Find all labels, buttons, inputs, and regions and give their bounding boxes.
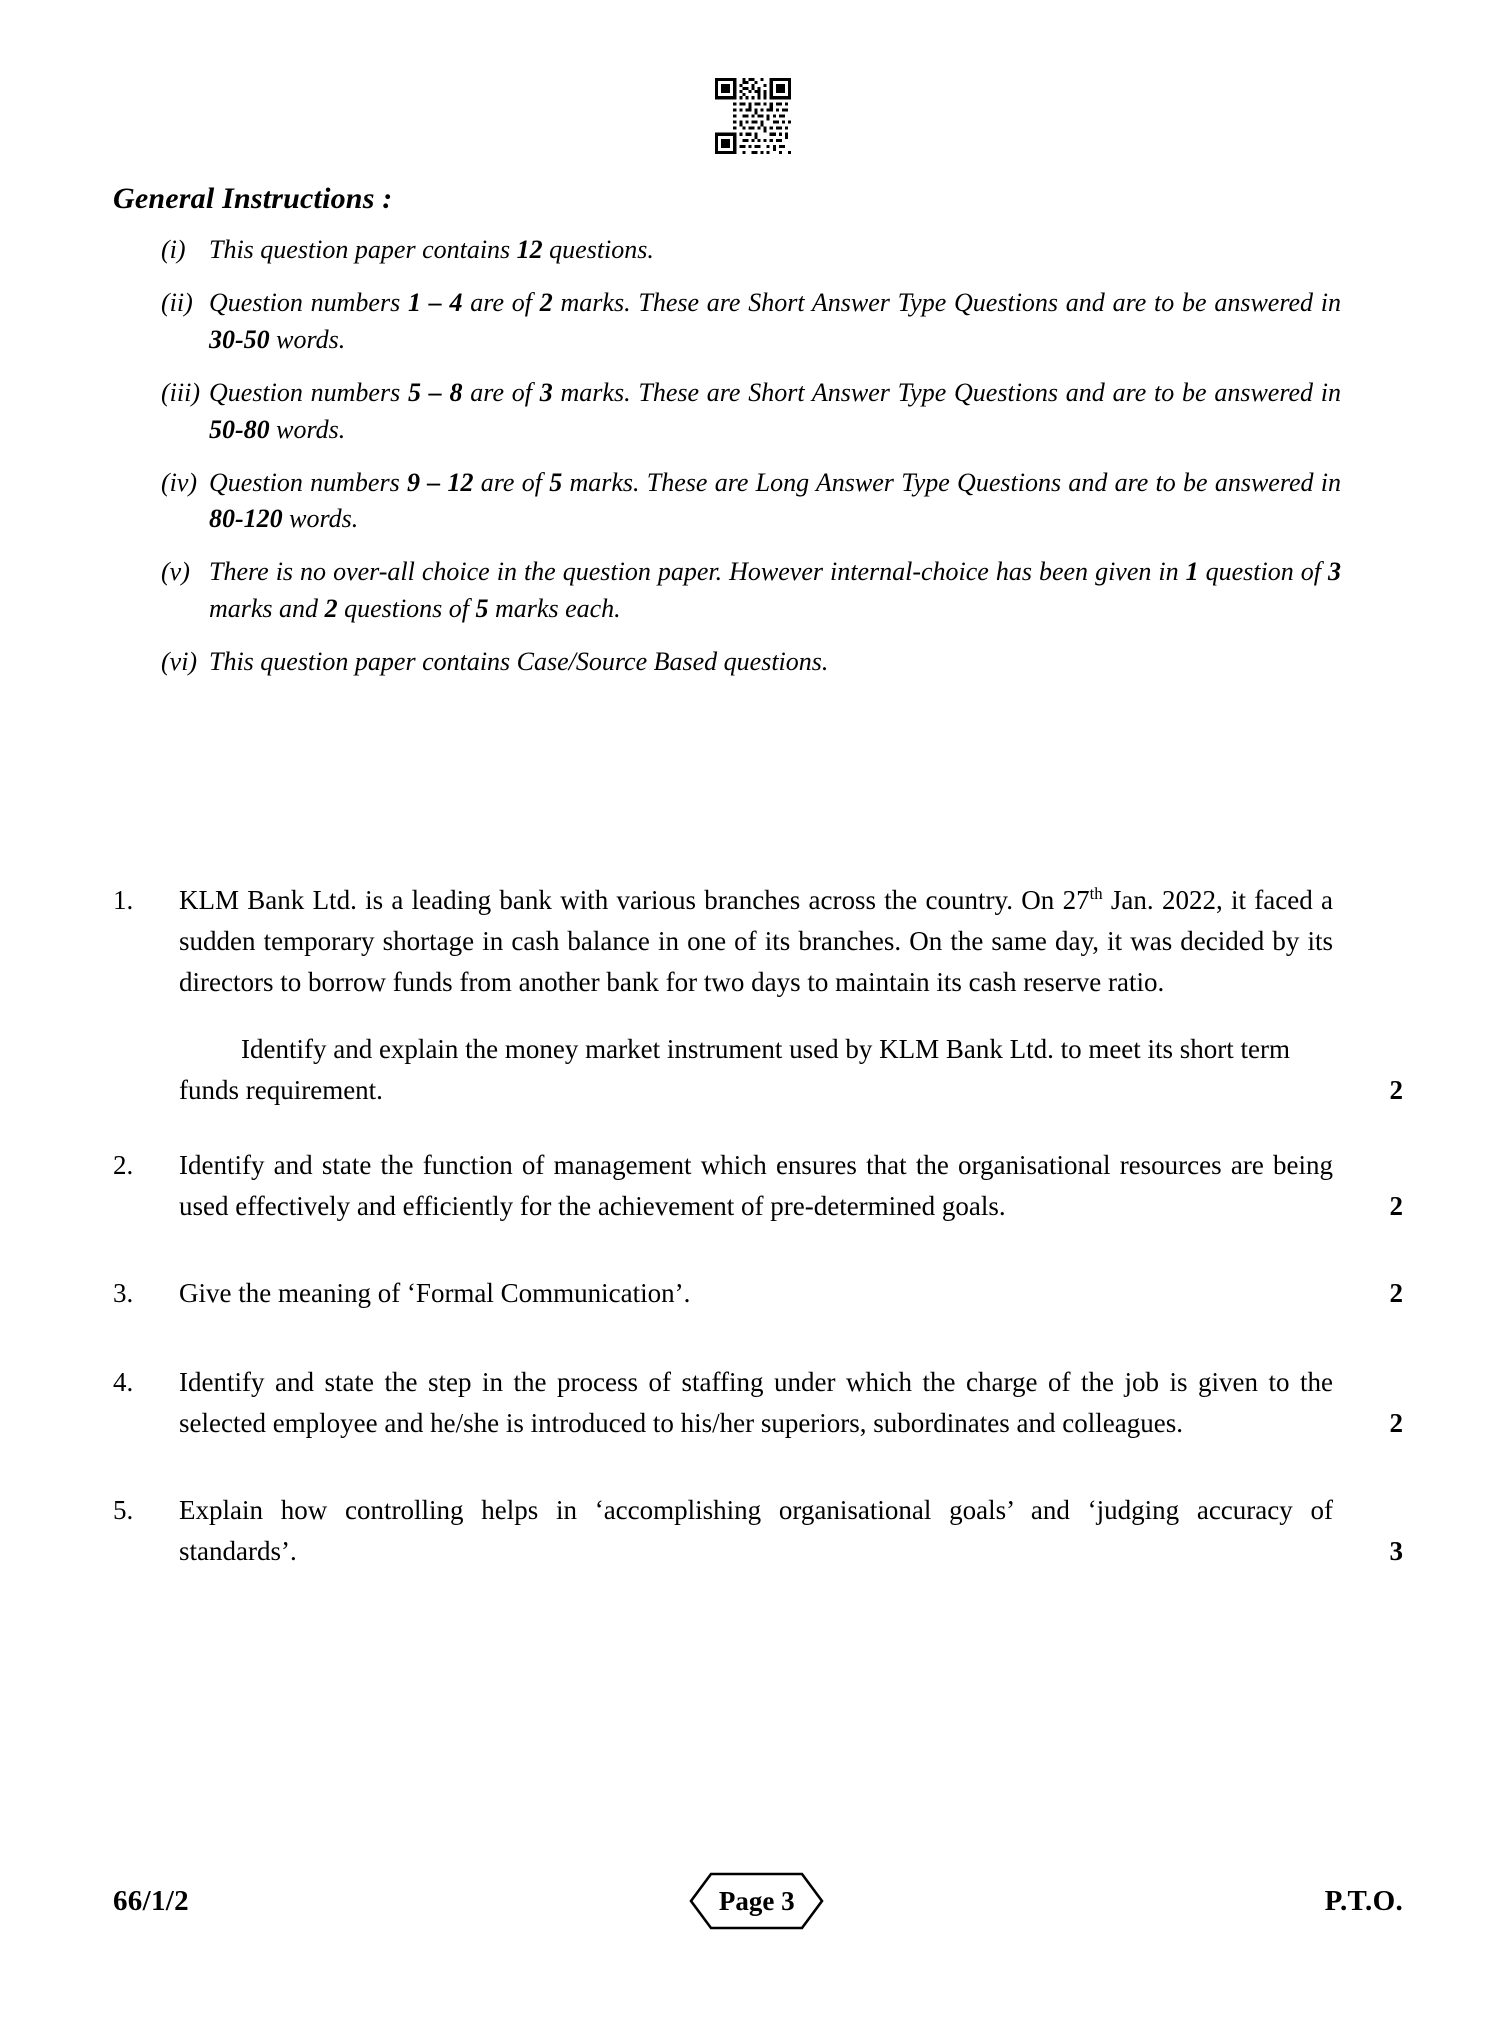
page-number-label: Page 3 [718,1885,795,1916]
pto-label: P.T.O. [1324,1884,1403,1917]
question-marks: 2 [1389,1191,1403,1222]
qr-code-container [0,78,1505,154]
instruction-text: There is no over-all choice in the question paper. However internal-choice has been given in 1 question of 3 marks and 2 questions of 5 marks each. [209,557,1341,624]
question-number: 5. [113,1495,134,1526]
question-number: 2. [113,1150,134,1181]
instruction-item [113,232,1403,269]
instruction-item [113,554,1403,628]
question-marks: 2 [1389,1278,1403,1309]
instruction-marker: (i) [161,235,186,264]
instruction-item [113,285,1403,359]
question-body [179,880,1403,1111]
instruction-text: This question paper contains Case/Source Based questions. [209,647,829,677]
instruction-marker: (iii) [161,377,200,407]
question-row [113,880,1403,1111]
paper-code: 66/1/2 [113,1884,189,1917]
ordinal-suffix: th [1089,884,1103,903]
qr-code-icon [715,78,791,154]
question-paragraph: Give the meaning of ‘Formal Communication’. [179,1278,691,1309]
question-paragraph: Identify and state the step in the process of staffing under which the charge of the job is given to the selected employee and he/she is introduced to his/her superiors, subordinates and colleagues. [179,1367,1333,1439]
instruction-text: This question paper contains 12 questions. [209,235,654,264]
question-marks: 2 [1389,1074,1403,1105]
question-body [179,1362,1403,1444]
question-body [179,1490,1403,1572]
instruction-text: Question numbers 5 – 8 are of 3 marks. These are Short Answer Type Questions and are to be answered in 50-80 words. [209,377,1342,444]
general-instructions-heading: General Instructions : [113,182,393,215]
instruction-marker: (vi) [161,647,198,677]
instruction-item [113,644,1403,681]
page-footer [113,1868,1403,1934]
question-row [113,1362,1403,1444]
general-instructions-section [113,182,1403,697]
question-number: 1. [113,885,134,915]
instruction-marker: (ii) [161,287,193,317]
question-paragraph: KLM Bank Ltd. is a leading bank with various branches across the country. On 27th Jan. 2022, it faced a sudden temporary shortage in cash balance in one of its branches. On the same day, it was decided by its directors to borrow funds from another bank for two days to maintain its cash reserve ratio. [179,884,1333,998]
question-number: 4. [113,1367,134,1398]
question-row [113,1273,1403,1314]
questions-section [113,880,1403,1612]
instructions-list [113,232,1403,681]
question-body [179,1273,1403,1314]
question-marks: 3 [1389,1536,1403,1567]
question-paragraph: Identify and explain the money market instrument used by KLM Bank Ltd. to meet its short term funds requirement. [179,1034,1291,1106]
question-row [113,1145,1403,1227]
instruction-item [113,465,1403,539]
instruction-text: Question numbers 9 – 12 are of 5 marks. These are Long Answer Type Questions and are to be answered in 80-120 words. [209,467,1342,534]
page-number-badge [649,1868,864,1934]
question-paragraph: Explain how controlling helps in ‘accomplishing organisational goals’ and ‘judging accuracy of standards’. [179,1495,1333,1567]
question-number: 3. [113,1278,134,1309]
instruction-marker: (v) [161,557,190,587]
instruction-marker: (iv) [161,467,198,497]
question-body [179,1145,1403,1227]
question-paragraph: Identify and state the function of management which ensures that the organisational resources are being used effectively and efficiently for the achievement of pre-determined goals. [179,1150,1333,1222]
question-marks: 2 [1389,1408,1403,1439]
instruction-item [113,375,1403,449]
instruction-text: Question numbers 1 – 4 are of 2 marks. These are Short Answer Type Questions and are to be answered in 30-50 words. [209,287,1342,354]
question-row [113,1490,1403,1572]
